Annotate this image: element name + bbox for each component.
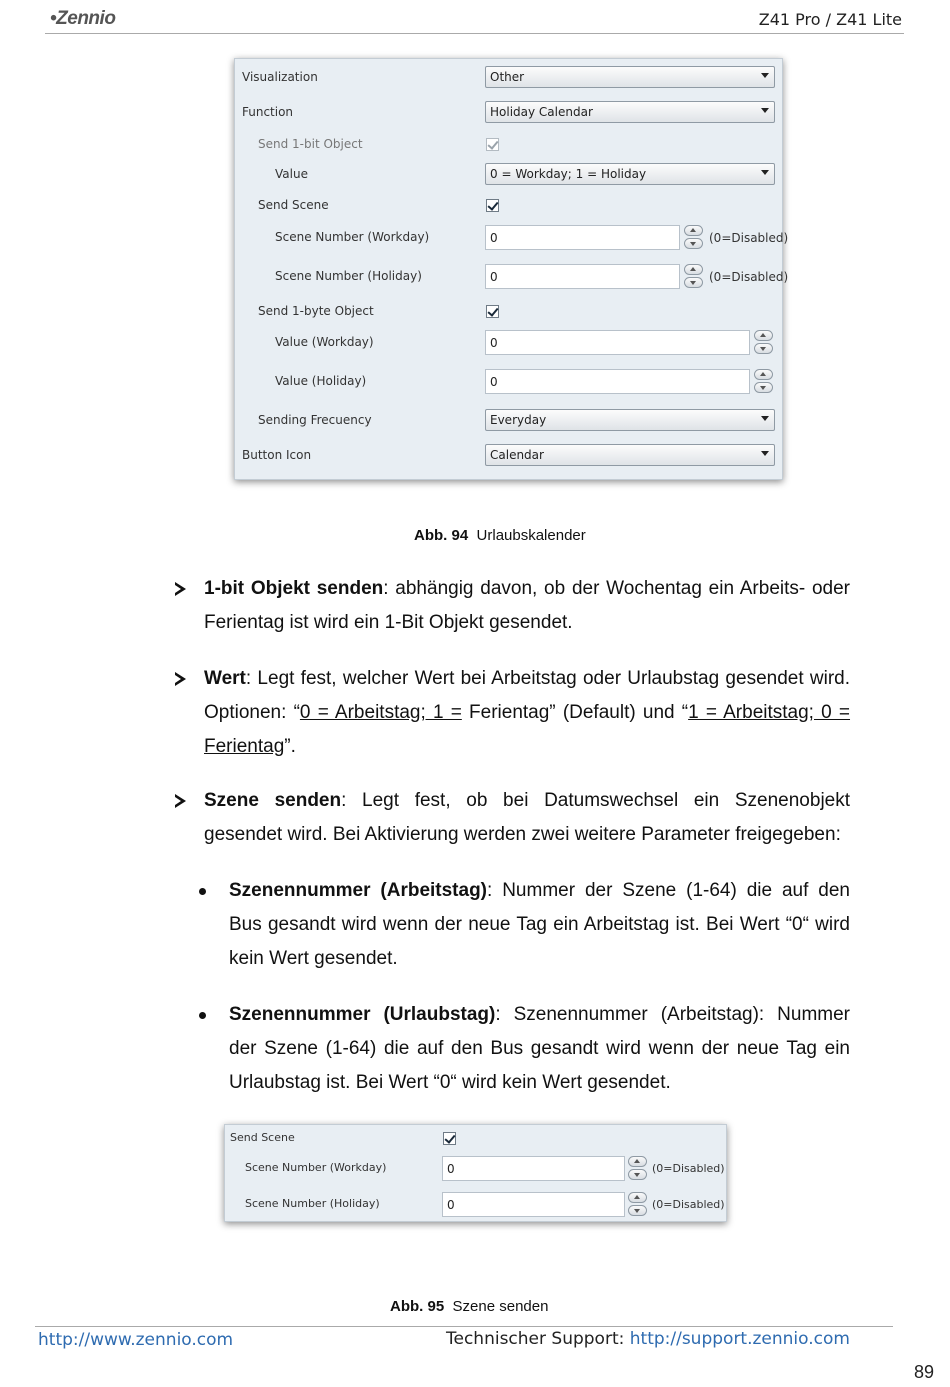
footer-divider (35, 1326, 893, 1327)
value-workday-input[interactable]: 0 (485, 330, 750, 355)
scene-workday-stepper[interactable] (684, 225, 703, 250)
function-value: Holiday Calendar (490, 105, 593, 119)
figure-95-caption (390, 1298, 548, 1315)
scene-workday-input[interactable]: 0 (485, 225, 680, 250)
value-label: Value (275, 167, 308, 181)
bullet-send-scene (204, 784, 850, 852)
chevron-down-icon (761, 451, 769, 456)
bullet-send-scene-text: : Legt fest, ob bei Datumswechsel ein Szenenobjekt gesendet wird. Bei Aktivierung werden zwei weitere Parameter freigegeben: (204, 790, 851, 845)
row-send-scene (235, 192, 782, 220)
scene-holiday-input[interactable]: 0 (442, 1192, 625, 1217)
stepper-down-icon[interactable] (754, 343, 773, 354)
value-workday-label: Value (Workday) (275, 335, 374, 349)
stepper-up-icon[interactable] (684, 264, 703, 275)
send-1byte-label: Send 1-byte Object (258, 304, 374, 318)
value-holiday-label: Value (Holiday) (275, 374, 367, 388)
sending-frequency-select[interactable] (485, 409, 775, 431)
header-divider (45, 33, 904, 34)
bullet-value-title: Wert (204, 668, 246, 689)
send-scene-parameter-panel (224, 1124, 727, 1222)
stepper-up-icon[interactable] (754, 330, 773, 341)
value-select[interactable] (485, 163, 775, 185)
row-scene-workday (225, 1155, 726, 1183)
website-link[interactable]: http://www.zennio.com (38, 1330, 234, 1350)
row-scene-holiday (235, 263, 789, 291)
sub-bullet-scene-workday (229, 874, 850, 976)
button-icon-select[interactable] (485, 444, 775, 466)
sub-bullet-workday-title: Szenennummer (Arbeitstag) (229, 880, 488, 901)
scene-workday-stepper[interactable] (628, 1156, 647, 1181)
row-send-scene (225, 1125, 726, 1153)
sub-bullet-scene-holiday (229, 998, 850, 1100)
row-sending-frequency (235, 407, 782, 435)
arrow-bullet-icon (175, 582, 186, 596)
arrow-bullet-icon (175, 794, 186, 808)
function-select[interactable] (485, 101, 775, 123)
scene-holiday-label: Scene Number (Holiday) (245, 1197, 380, 1210)
row-button-icon (235, 442, 782, 470)
bullet-1bit-title: 1-bit Objekt senden (204, 578, 384, 599)
row-value-holiday (235, 368, 782, 396)
option-1-underlined: 0 = Arbeitstag; 1 = (299, 702, 462, 723)
scene-workday-label: Scene Number (Workday) (245, 1161, 387, 1174)
row-send-1byte (235, 298, 782, 326)
value-value: 0 = Workday; 1 = Holiday (490, 167, 647, 181)
bullet-send-scene-title: Szene senden (204, 790, 342, 811)
send-1byte-checkbox[interactable] (486, 305, 499, 318)
option-2-underlined: 1 = Arbeitstag; 0 = Ferientag (204, 702, 851, 757)
scene-workday-hint: (0=Disabled) (652, 1162, 725, 1175)
button-icon-label: Button Icon (242, 448, 312, 462)
figure-94-caption (414, 527, 586, 544)
sub-bullet-holiday-title: Szenennummer (Urlaubstag) (229, 1004, 496, 1025)
send-scene-label: Send Scene (258, 198, 329, 212)
send-scene-label: Send Scene (230, 1131, 295, 1144)
visualization-select[interactable] (485, 66, 775, 88)
chevron-down-icon (761, 416, 769, 421)
row-scene-workday (235, 224, 789, 252)
scene-holiday-stepper[interactable] (684, 264, 703, 289)
dot-bullet-icon (199, 1012, 206, 1019)
figure-94-title: Urlaubskalender (476, 527, 586, 544)
bullet-1bit-object (204, 572, 850, 640)
document-title: Z41 Pro / Z41 Lite (758, 10, 902, 29)
chevron-down-icon (761, 73, 769, 78)
sub-bullet-holiday-text: : Szenennummer (Arbeitstag): Nummer der Szene (1-64) die auf den Bus gesandt wird wenn der neue Tag ein Urlaubstag ist. Bei Wert “0“ wird kein Wert gesendet. (229, 1004, 850, 1093)
chevron-down-icon (761, 108, 769, 113)
dot-bullet-icon (199, 888, 206, 895)
stepper-down-icon[interactable] (628, 1169, 647, 1180)
scene-workday-label: Scene Number (Workday) (275, 230, 430, 244)
support-line (446, 1329, 850, 1349)
stepper-up-icon[interactable] (684, 225, 703, 236)
scene-workday-hint: (0=Disabled) (709, 231, 789, 245)
row-send-1bit (235, 131, 782, 159)
sub-bullet-workday-text: : Nummer der Szene (1-64) die auf den Bus gesandt wird wenn der neue Tag ein Arbeitstag ist. Bei Wert “0“ wird kein Wert gesendet. (229, 880, 850, 969)
scene-holiday-label: Scene Number (Holiday) (275, 269, 422, 283)
send-1bit-label: Send 1-bit Object (258, 137, 363, 151)
holiday-calendar-parameter-panel (234, 58, 789, 480)
zennio-logo: •Zennio (50, 8, 116, 29)
row-function (235, 99, 782, 127)
page-number: 89 (913, 1362, 934, 1382)
row-value (235, 161, 782, 189)
sending-frequency-label: Sending Frecuency (258, 413, 372, 427)
figure-95-number: Abb. 95 (390, 1298, 445, 1315)
button-icon-value: Calendar (490, 448, 544, 462)
support-label: Technischer Support: (446, 1329, 630, 1349)
send-scene-checkbox[interactable] (443, 1132, 456, 1145)
send-scene-checkbox[interactable] (486, 199, 499, 212)
figure-94-number: Abb. 94 (414, 527, 469, 544)
stepper-down-icon[interactable] (684, 277, 703, 288)
value-holiday-stepper[interactable] (754, 369, 773, 394)
scene-workday-input[interactable]: 0 (442, 1156, 625, 1181)
stepper-up-icon[interactable] (628, 1192, 647, 1203)
value-workday-stepper[interactable] (754, 330, 773, 355)
row-visualization (235, 64, 782, 92)
sending-frequency-value: Everyday (490, 413, 547, 427)
scene-holiday-hint: (0=Disabled) (709, 270, 789, 284)
arrow-bullet-icon (175, 672, 186, 686)
value-holiday-input[interactable]: 0 (485, 369, 750, 394)
bullet-1bit-text: : abhängig davon, ob der Wochentag ein Arbeits- oder Ferientag ist wird ein 1-Bit Objekt gesendet. (204, 578, 850, 633)
bullet-value: Wert: Legt fest, welcher Wert bei Arbeitstag oder Urlaubstag gesendet wird. Optionen: “0 = Arbeitstag; 1 = Ferientag” (Default) und “1 = Arbeitstag; 0 = Ferientag”. (204, 668, 851, 757)
scene-holiday-stepper[interactable] (628, 1192, 647, 1217)
chevron-down-icon (761, 170, 769, 175)
scene-holiday-hint: (0=Disabled) (652, 1198, 725, 1211)
row-scene-holiday (225, 1191, 726, 1219)
visualization-value: Other (490, 70, 525, 84)
visualization-label: Visualization (242, 70, 318, 84)
figure-95-title: Szene senden (452, 1298, 549, 1315)
support-link[interactable]: http://support.zennio.com (629, 1329, 850, 1349)
row-value-workday (235, 329, 782, 357)
stepper-down-icon[interactable] (754, 382, 773, 393)
stepper-up-icon[interactable] (628, 1156, 647, 1167)
stepper-up-icon[interactable] (754, 369, 773, 380)
scene-holiday-input[interactable]: 0 (485, 264, 680, 289)
stepper-down-icon[interactable] (628, 1205, 647, 1216)
stepper-down-icon[interactable] (684, 238, 703, 249)
send-1bit-checkbox[interactable] (486, 138, 499, 151)
function-label: Function (242, 105, 294, 119)
